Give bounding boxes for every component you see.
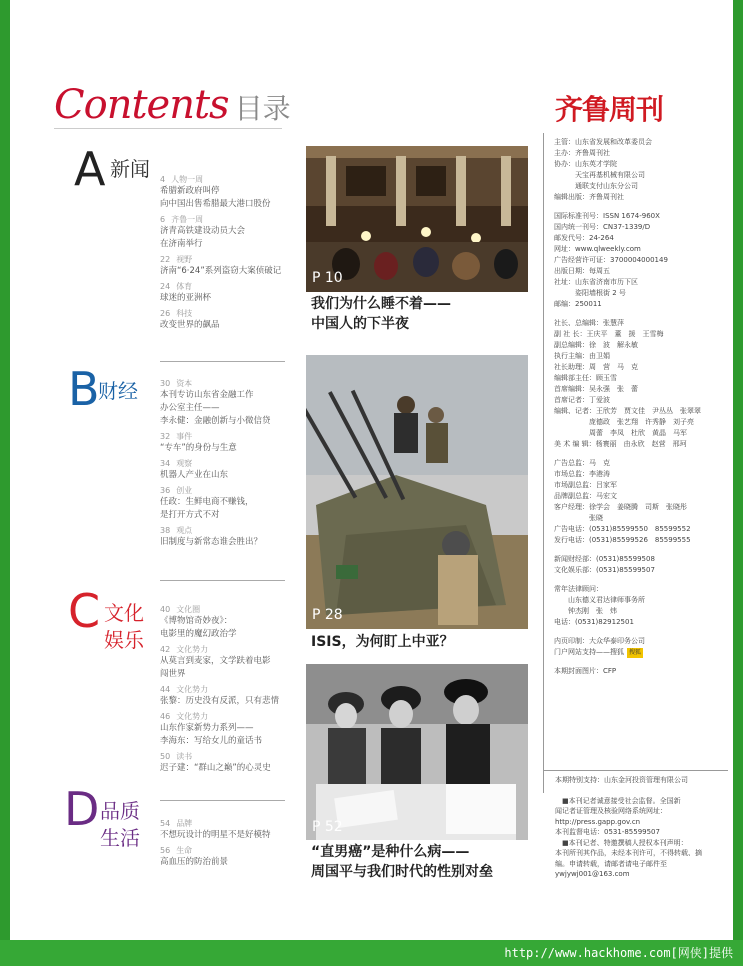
toc-section-a xyxy=(160,174,310,335)
masthead-divider xyxy=(544,770,728,771)
masthead-line: 邮编：250011 xyxy=(554,300,602,308)
contents-title-cn: 目录 xyxy=(234,92,291,125)
feature-caption-3[interactable] xyxy=(311,842,493,882)
section-b-letter: B xyxy=(68,362,100,416)
masthead-line: 邮发代号：24-264 xyxy=(554,234,614,242)
toc-entry[interactable] xyxy=(160,604,310,641)
toc-article-title: 机器人产业在山东 xyxy=(160,470,229,480)
toc-page-number: 46 xyxy=(160,712,171,721)
support-note-line: http://press.gapp.gov.cn xyxy=(555,817,641,826)
section-a-letter: A xyxy=(74,142,106,196)
toc-article-title: 希腊新政府叫停 xyxy=(160,186,220,196)
feature-page-number: P 52 xyxy=(312,819,343,835)
toc-entry-heading xyxy=(160,644,310,655)
masthead-line: 客户经理：徐学会 姜晓腾 司斯 张晓彤 xyxy=(554,503,687,511)
toc-category: 人物一周 xyxy=(171,175,204,184)
toc-category: 齐鲁一周 xyxy=(171,215,204,224)
masthead-line: 内页印制：大众华泰印务公司 xyxy=(554,637,645,645)
toc-entry[interactable] xyxy=(160,174,310,211)
section-c-label: 文化娱乐 xyxy=(104,601,144,652)
toc-entry-heading xyxy=(160,174,310,185)
toc-entry-heading xyxy=(160,845,310,856)
toc-category: 科技 xyxy=(176,309,193,318)
masthead-line: 网址：www.qlweekly.com xyxy=(554,245,641,253)
masthead-line: 副 社 长：王庆平 董 援 王雪梅 xyxy=(554,330,664,338)
toc-page-number: 36 xyxy=(160,486,171,495)
toc-article-title: 济南“6·24”系列盗窃大案侦破记 xyxy=(160,266,282,276)
toc-category: 资本 xyxy=(176,379,193,388)
toc-category: 文化势力 xyxy=(176,685,209,694)
feature-caption-2[interactable] xyxy=(311,632,454,652)
masthead-line: 发行电话：(0531)85599526 85599555 xyxy=(554,536,691,544)
toc-category: 事件 xyxy=(176,432,193,441)
toc-entry[interactable] xyxy=(160,458,310,482)
toc-article-title: “专车”的身份与生意 xyxy=(160,443,237,453)
toc-page-number: 50 xyxy=(160,752,171,761)
toc-entry[interactable] xyxy=(160,711,310,748)
toc-article-title: 《博物馆奇妙夜》： xyxy=(160,616,233,626)
toc-entry-heading xyxy=(160,818,310,829)
support-note-line: 闻记者证管理及核验网络系统网址： xyxy=(555,807,667,815)
toc-page-number: 38 xyxy=(160,526,171,535)
feature-caption-1[interactable] xyxy=(311,294,451,334)
support-note-line: 本期特别支持：山东金河投资管理有限公司 xyxy=(555,776,688,784)
toc-article-title: 李永健：金融创新与小微信贷 xyxy=(160,416,271,426)
masthead-line: 主办：齐鲁周刊社 xyxy=(554,149,610,157)
masthead-line: 社址：山东省济南市历下区 xyxy=(554,278,638,286)
magazine-page xyxy=(10,0,733,940)
toc-article-title: 迟子建：“群山之巅”的心灵史 xyxy=(160,763,271,773)
masthead-line: 广告经营许可证：3700004000149 xyxy=(554,256,668,264)
caption-line: ISIS，为何盯上中亚？ xyxy=(311,634,454,650)
toc-article-title: 闯世界 xyxy=(160,669,186,679)
toc-category: 品牌 xyxy=(176,819,193,828)
toc-entry[interactable] xyxy=(160,818,310,842)
section-divider xyxy=(160,580,285,581)
toc-page-number: 56 xyxy=(160,846,171,855)
masthead-line: 本期封面图片：CFP xyxy=(554,667,617,675)
masthead-line: 社长助理：周 营 马 克 xyxy=(554,363,638,371)
sohu-badge: 搜狐 xyxy=(629,649,642,656)
toc-entry-heading xyxy=(160,378,310,389)
toc-article-title: 本刊专访山东省金融工作 xyxy=(160,390,254,400)
watermark-url[interactable]: http://www.hackhome.com[网侠]提供 xyxy=(504,946,733,960)
masthead-line: 姿阳墙根街 2 号 xyxy=(554,289,626,297)
toc-page-number: 54 xyxy=(160,819,171,828)
brand-logo: 齐鲁周刊 xyxy=(555,93,664,126)
toc-page-number: 30 xyxy=(160,379,171,388)
toc-entry[interactable] xyxy=(160,254,310,278)
masthead-line: 市场副总监：吕家军 xyxy=(554,481,617,489)
toc-entry-heading xyxy=(160,751,310,762)
masthead-line: 副总编辑：徐 波 解永敏 xyxy=(554,341,638,349)
masthead-line: 国内统一刊号：CN37-1339/D xyxy=(554,223,651,231)
toc-entry-heading xyxy=(160,214,310,225)
caption-line: “直男癌”是种什么病—— xyxy=(311,844,470,860)
toc-category: 观点 xyxy=(176,526,193,535)
masthead-line: 广告总监：马 克 xyxy=(554,459,610,467)
toc-article-title: 张黎：历史没有反派，只有悲情 xyxy=(160,696,280,706)
toc-category: 生命 xyxy=(176,846,193,855)
support-note-line: ywjywj001@163.com xyxy=(555,870,630,878)
footer-bar xyxy=(0,940,743,966)
support-note-line: ■本刊记者、特邀撰稿人授权本刊声明： xyxy=(555,838,688,847)
feature-photo-women[interactable] xyxy=(306,664,528,840)
caption-line: 我们为什么睡不着—— xyxy=(311,296,451,312)
toc-section-d xyxy=(160,818,310,872)
masthead-line: 通联支付山东分公司 xyxy=(554,182,638,190)
masthead-line: 新闻财经部：(0531)85599508 xyxy=(554,555,655,563)
toc-entry[interactable] xyxy=(160,281,310,305)
masthead xyxy=(543,133,734,793)
toc-entry-heading xyxy=(160,254,310,265)
section-a-label: 新闻 xyxy=(110,157,150,181)
support-note-line: ■本刊记者诚意接受社会监督。全国新 xyxy=(555,796,681,805)
masthead-line: 钟杰刚 张 炜 xyxy=(554,607,617,615)
masthead-line: 国际标准刊号：ISSN 1674-960X xyxy=(554,212,660,220)
caption-line: 中国人的下半夜 xyxy=(311,316,409,332)
toc-entry-heading xyxy=(160,525,310,536)
toc-article-title: 李海东：写给女儿的童话书 xyxy=(160,736,263,746)
toc-section-b xyxy=(160,378,310,552)
feature-photo-library[interactable] xyxy=(306,146,528,292)
toc-category: 文化势力 xyxy=(176,712,209,721)
toc-article-title: 电影里的魔幻政治学 xyxy=(160,629,237,639)
toc-section-c xyxy=(160,604,310,778)
feature-page-number: P 28 xyxy=(312,607,343,623)
section-c-letter: C xyxy=(68,584,101,638)
toc-entry[interactable] xyxy=(160,214,310,251)
toc-entry[interactable] xyxy=(160,378,310,428)
toc-article-title: 在济南举行 xyxy=(160,239,203,249)
toc-article-title: 任政：生鲜电商不赚钱， xyxy=(160,497,254,507)
toc-entry[interactable] xyxy=(160,845,310,869)
toc-category: 体育 xyxy=(176,282,193,291)
section-divider xyxy=(160,361,285,362)
support-note-line: 本刊监督电话：0531-85599507 xyxy=(555,828,660,836)
toc-entry[interactable] xyxy=(160,308,310,332)
toc-article-title: 办公室主任—— xyxy=(160,403,220,413)
toc-entry[interactable] xyxy=(160,751,310,775)
toc-category: 创业 xyxy=(176,486,193,495)
toc-page-number: 6 xyxy=(160,215,166,224)
masthead-line: 电话：(0531)82912501 xyxy=(554,618,634,626)
toc-page-number: 4 xyxy=(160,175,166,184)
feature-page-number: P 10 xyxy=(312,270,343,286)
masthead-line: 编辑、记者：王欣芳 贾文佳 尹丛丛 张翠翠 xyxy=(554,407,701,415)
caption-line: 周国平与我们时代的性别对垒 xyxy=(311,864,493,880)
toc-entry-heading xyxy=(160,308,310,319)
toc-entry[interactable] xyxy=(160,485,310,522)
toc-page-number: 34 xyxy=(160,459,171,468)
toc-page-number: 24 xyxy=(160,282,171,291)
masthead-line: 市场总监：李港涛 xyxy=(554,470,610,478)
toc-article-title: 改变世界的飙品 xyxy=(160,320,220,330)
toc-page-number: 32 xyxy=(160,432,171,441)
masthead-line: 首席编辑：吴永强 张 蕾 xyxy=(554,385,638,393)
toc-article-title: 济青高铁建设动员大会 xyxy=(160,226,246,236)
toc-page-number: 42 xyxy=(160,645,171,654)
masthead-line: 首席记者：丁爱波 xyxy=(554,396,610,404)
masthead-line: 庞德政 张艺翔 许秀静 刘子亮 xyxy=(554,418,694,426)
support-note-line: 编。申请转载，请邮者请电子邮件至 xyxy=(555,859,667,868)
masthead-line: 出版日期：每周五 xyxy=(554,267,610,275)
section-d-label: 品质生活 xyxy=(100,799,140,850)
masthead-line: 品牌副总监：马宏文 xyxy=(554,492,617,500)
toc-article-title: 高血压的防治前景 xyxy=(160,857,229,867)
masthead-line: 社长、总编辑：张慧萍 xyxy=(554,319,624,327)
masthead-line: 执行主编：由卫娟 xyxy=(554,352,610,360)
toc-article-title: 不想玩设计的明星不是好模特 xyxy=(160,830,271,840)
feature-photo-fighters[interactable] xyxy=(306,355,528,629)
toc-entry-heading xyxy=(160,281,310,292)
toc-article-title: 从莫言到麦家，文学趺着电影 xyxy=(160,656,271,666)
masthead-line: 广告电话：(0531)85599550 85599552 xyxy=(554,525,691,533)
toc-entry[interactable] xyxy=(160,525,310,549)
support-note-line: 本刊所刊其作品，未经本刊许可，不得转载、摘 xyxy=(555,849,702,857)
contents-title-en: Contents xyxy=(54,82,229,128)
section-b-label: 财经 xyxy=(98,379,138,403)
toc-article-title: 山东作家新势力系列—— xyxy=(160,723,254,733)
toc-category: 观察 xyxy=(176,459,193,468)
toc-page-number: 40 xyxy=(160,605,171,614)
toc-entry[interactable] xyxy=(160,431,310,455)
toc-category: 文化势力 xyxy=(176,645,209,654)
masthead-line: 编辑部主任：顾玉雪 xyxy=(554,374,617,382)
toc-entry-heading xyxy=(160,458,310,469)
toc-article-title: 旧制度与新常态谁会胜出？ xyxy=(160,537,263,547)
section-d-letter: D xyxy=(64,782,100,836)
toc-page-number: 22 xyxy=(160,255,171,264)
contents-heading xyxy=(54,82,291,128)
masthead-line: 周蕾 李凤 杜欣 黄晶 马军 xyxy=(554,429,687,437)
toc-page-number: 26 xyxy=(160,309,171,318)
masthead-line: 山东德义君达律师事务所 xyxy=(554,596,645,604)
masthead-line: 编辑出版：齐鲁周刊社 xyxy=(554,193,624,201)
toc-article-title: 向中国出售希腊最大港口股份 xyxy=(160,199,271,209)
title-divider xyxy=(54,128,282,129)
toc-entry-heading xyxy=(160,485,310,496)
masthead-line: 协办：山东英才学院 xyxy=(554,160,617,168)
toc-entry-heading xyxy=(160,604,310,615)
toc-entry[interactable] xyxy=(160,644,310,681)
masthead-line: 张晓 xyxy=(554,514,603,522)
section-divider xyxy=(160,800,285,801)
masthead-line: 常年法律顾问： xyxy=(554,585,603,593)
masthead-line: 主管：山东省发展和改革委员会 xyxy=(554,138,652,146)
toc-entry-heading xyxy=(160,684,310,695)
masthead-line: 门户网站支持——搜狐 搜狐 xyxy=(554,648,642,656)
toc-entry-heading xyxy=(160,711,310,722)
toc-category: 读书 xyxy=(176,752,193,761)
toc-entry[interactable] xyxy=(160,684,310,708)
toc-entry-heading xyxy=(160,431,310,442)
toc-category: 视野 xyxy=(176,255,193,264)
toc-page-number: 44 xyxy=(160,685,171,694)
masthead-line: 天宝再基机械有限公司 xyxy=(554,171,645,179)
masthead-line: 文化娱乐部：(0531)85599507 xyxy=(554,566,655,574)
toc-category: 文化圈 xyxy=(176,605,201,614)
masthead-line: 美 术 编 辑：杨寰丽 由永欣 赵营 邢珂 xyxy=(554,440,687,448)
toc-article-title: 是打开方式不对 xyxy=(160,510,220,520)
toc-article-title: 球迷的亚洲杯 xyxy=(160,293,212,303)
